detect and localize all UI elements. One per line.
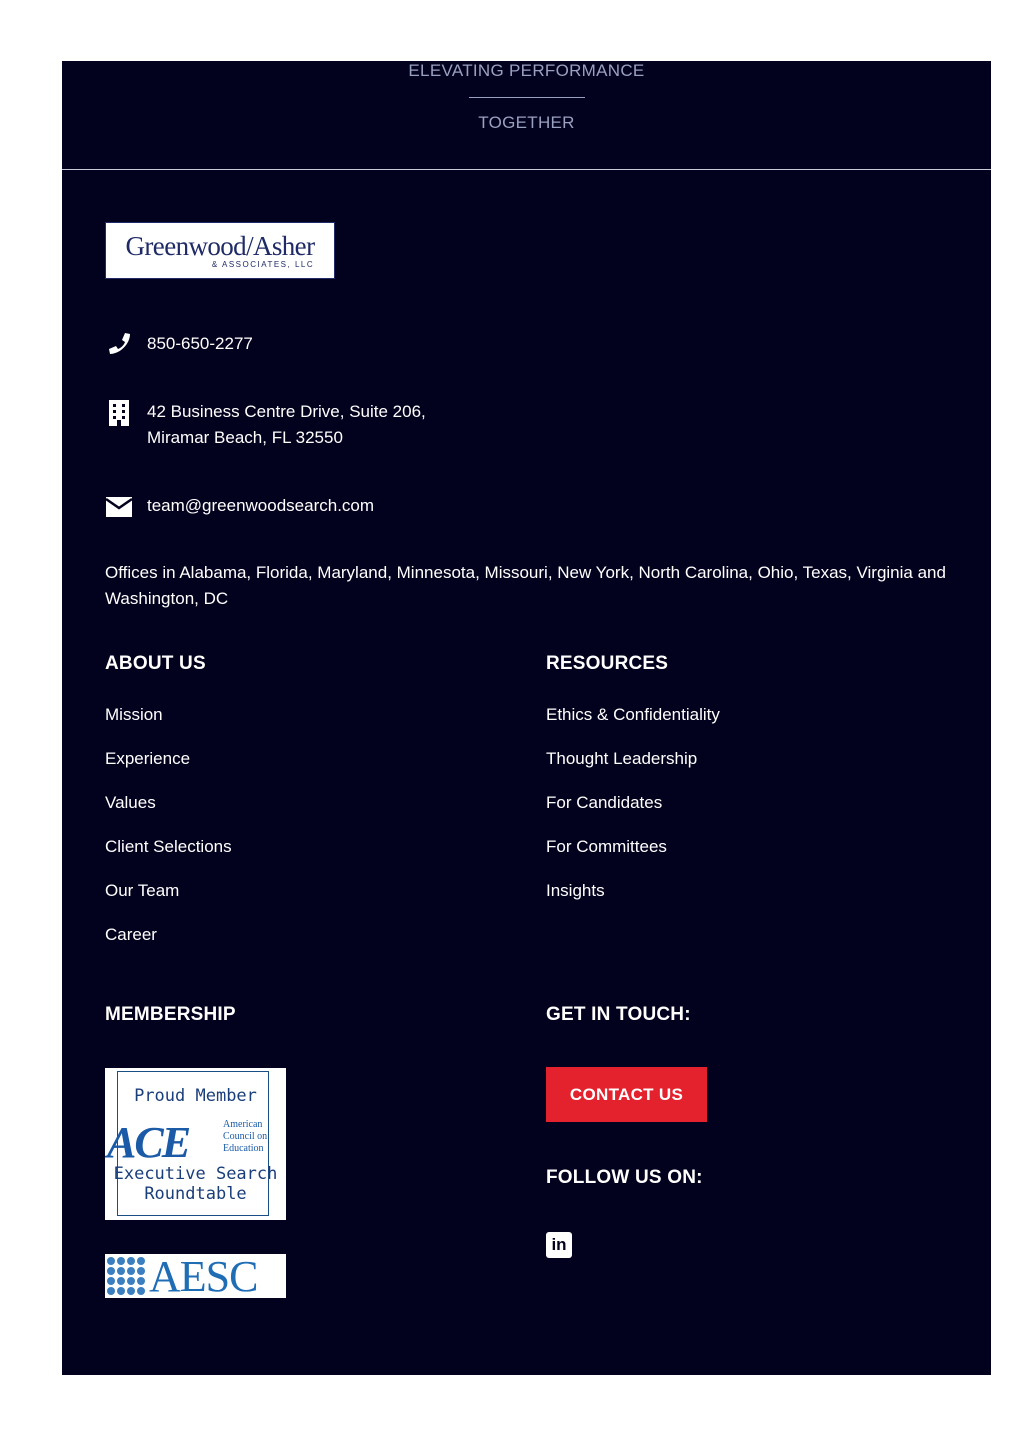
divider [62,169,991,170]
offices-text: Offices in Alabama, Florida, Maryland, Minnesota, Missouri, New York, North Carolina, Ohio, Texas, Virginia and Washington, DC [105,563,946,608]
ace-line4: Roundtable [144,1184,247,1204]
email-row [105,493,374,521]
about-links [105,703,232,967]
linkedin-icon[interactable]: in [546,1232,572,1258]
aesc-badge[interactable] [105,1251,286,1301]
address-row [105,399,426,451]
membership-heading: MEMBERSHIP [105,1004,236,1025]
follow-heading: FOLLOW US ON: [546,1167,703,1188]
ace-line3: Executive Search [113,1164,278,1184]
ace-side-3: Education [223,1143,264,1154]
about-link-experience[interactable]: Experience [105,749,191,768]
resources-link-candidates[interactable]: For Candidates [546,793,663,812]
resources-link-thought-leadership[interactable]: Thought Leadership [546,749,698,768]
aesc-dots-icon [107,1257,145,1295]
phone-icon [105,331,133,359]
about-heading: ABOUT US [105,653,206,674]
about-link-our-team[interactable]: Our Team [105,881,180,900]
tagline-rule [469,97,585,98]
about-link-values[interactable]: Values [105,793,156,812]
ace-line1: Proud Member [134,1086,257,1106]
company-logo[interactable] [105,222,335,279]
about-link-career[interactable]: Career [105,925,157,944]
resources-link-insights[interactable]: Insights [546,881,605,900]
tagline-line1: ELEVATING PERFORMANCE [408,61,645,80]
mail-icon [105,493,133,521]
building-icon [105,399,133,427]
about-link-mission[interactable]: Mission [105,705,163,724]
ace-side-1: American [223,1119,263,1130]
resources-link-ethics[interactable]: Ethics & Confidentiality [546,705,720,724]
address-line1: 42 Business Centre Drive, Suite 206, [147,402,426,421]
resources-link-committees[interactable]: For Committees [546,837,667,856]
email-link[interactable]: team@greenwoodsearch.com [147,496,375,515]
footer-panel [62,61,991,1375]
phone-link[interactable]: 850-650-2277 [147,334,253,353]
logo-name: Greenwood/Asher [125,231,315,261]
phone-row [105,331,253,359]
resources-heading: RESOURCES [546,653,669,674]
resources-links [546,703,720,923]
logo-sub: & ASSOCIATES, LLC [211,260,315,269]
about-link-client-selections[interactable]: Client Selections [105,837,232,856]
ace-badge[interactable] [105,1068,286,1220]
ace-side-text [223,1119,267,1155]
address-line2: Miramar Beach, FL 32550 [147,428,343,447]
ace-side-2: Council on [223,1131,268,1142]
aesc-text: AESC [149,1251,258,1301]
contact-us-button[interactable]: CONTACT US [546,1067,707,1122]
tagline-line2: TOGETHER [478,113,575,132]
address [147,399,426,451]
ace-logo: ACE [107,1118,190,1167]
get-in-touch-heading: GET IN TOUCH: [546,1004,691,1025]
